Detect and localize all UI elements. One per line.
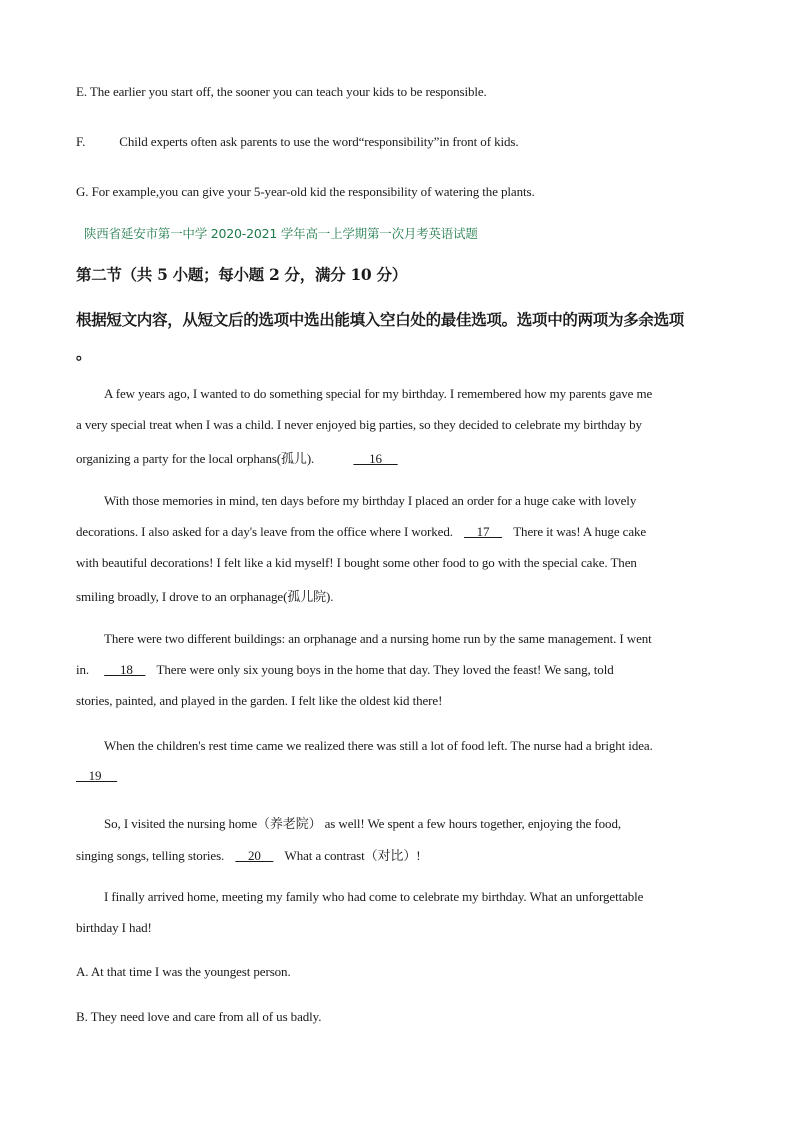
passage-line: birthday I had! xyxy=(76,920,152,935)
option-b: B. They need love and care from all of us badly. xyxy=(76,1009,322,1024)
blank-18[interactable]: 18 xyxy=(104,662,146,677)
passage-line xyxy=(76,662,614,678)
passage-text: decorations. I also asked for a day's leave from the office where I worked. xyxy=(76,524,453,539)
passage-line xyxy=(76,448,398,467)
passage-line xyxy=(76,768,117,784)
option-e: E. The earlier you start off, the sooner you can teach your kids to be responsible. xyxy=(76,84,487,99)
passage-text: in. xyxy=(76,662,90,677)
source-title: 陕西省延安市第一中学 2020-2021 学年高一上学期第一次月考英语试题 xyxy=(84,226,478,241)
passage-line: stories, painted, and played in the garden. I felt like the oldest kid there! xyxy=(76,693,443,708)
section-title: 第二节（共 5 小题；每小题 2 分，满分 10 分） xyxy=(76,265,407,284)
passage-line xyxy=(76,845,420,864)
blank-16[interactable]: 16 xyxy=(353,451,398,466)
blank-19[interactable]: 19 xyxy=(76,768,118,783)
option-f-text: Child experts often ask parents to use the word“responsibility”in front of kids. xyxy=(119,134,519,149)
passage-line: I finally arrived home, meeting my family who had come to celebrate my birthday. What an unforgettable xyxy=(104,889,644,904)
passage-line: So, I visited the nursing home（养老院） as well! We spent a few hours together, enjoying the food, xyxy=(104,816,622,831)
section-instruction-end: 。 xyxy=(76,344,92,363)
blank-20[interactable]: 20 xyxy=(235,848,274,863)
passage-line: When the children's rest time came we realized there was still a lot of food left. The nurse had a bright idea. xyxy=(104,738,653,753)
option-f xyxy=(76,134,519,150)
passage-text: What a contrast（对比）! xyxy=(284,848,421,863)
option-g: G. For example,you can give your 5-year-old kid the responsibility of watering the plants. xyxy=(76,184,535,199)
passage-line: a very special treat when I was a child. I never enjoyed big parties, so they decided to celebrate my birthday by xyxy=(76,417,642,432)
option-f-label: F. xyxy=(76,134,86,149)
passage-line: with beautiful decorations! I felt like a kid myself! I bought some other food to go with the special cake. Then xyxy=(76,555,637,570)
passage-text: There were only six young boys in the home that day. They loved the feast! We sang, told xyxy=(156,662,614,677)
passage-line: There were two different buildings: an orphanage and a nursing home run by the same management. I went xyxy=(104,631,652,646)
option-a: A. At that time I was the youngest person. xyxy=(76,964,291,979)
passage-line: A few years ago, I wanted to do something special for my birthday. I remembered how my parents gave me xyxy=(104,386,653,401)
passage-line xyxy=(76,524,646,540)
passage-line: smiling broadly, I drove to an orphanage(孤儿院). xyxy=(76,589,334,604)
passage-text: organizing a party for the local orphans(孤儿). xyxy=(76,451,315,466)
blank-17[interactable]: 17 xyxy=(464,524,503,539)
passage-text: singing songs, telling stories. xyxy=(76,848,225,863)
section-instruction: 根据短文内容，从短文后的选项中选出能填入空白处的最佳选项。选项中的两项为多余选项 xyxy=(76,310,685,329)
passage-line: With those memories in mind, ten days before my birthday I placed an order for a huge cake with lovely xyxy=(104,493,637,508)
passage-text: There it was! A huge cake xyxy=(513,524,647,539)
